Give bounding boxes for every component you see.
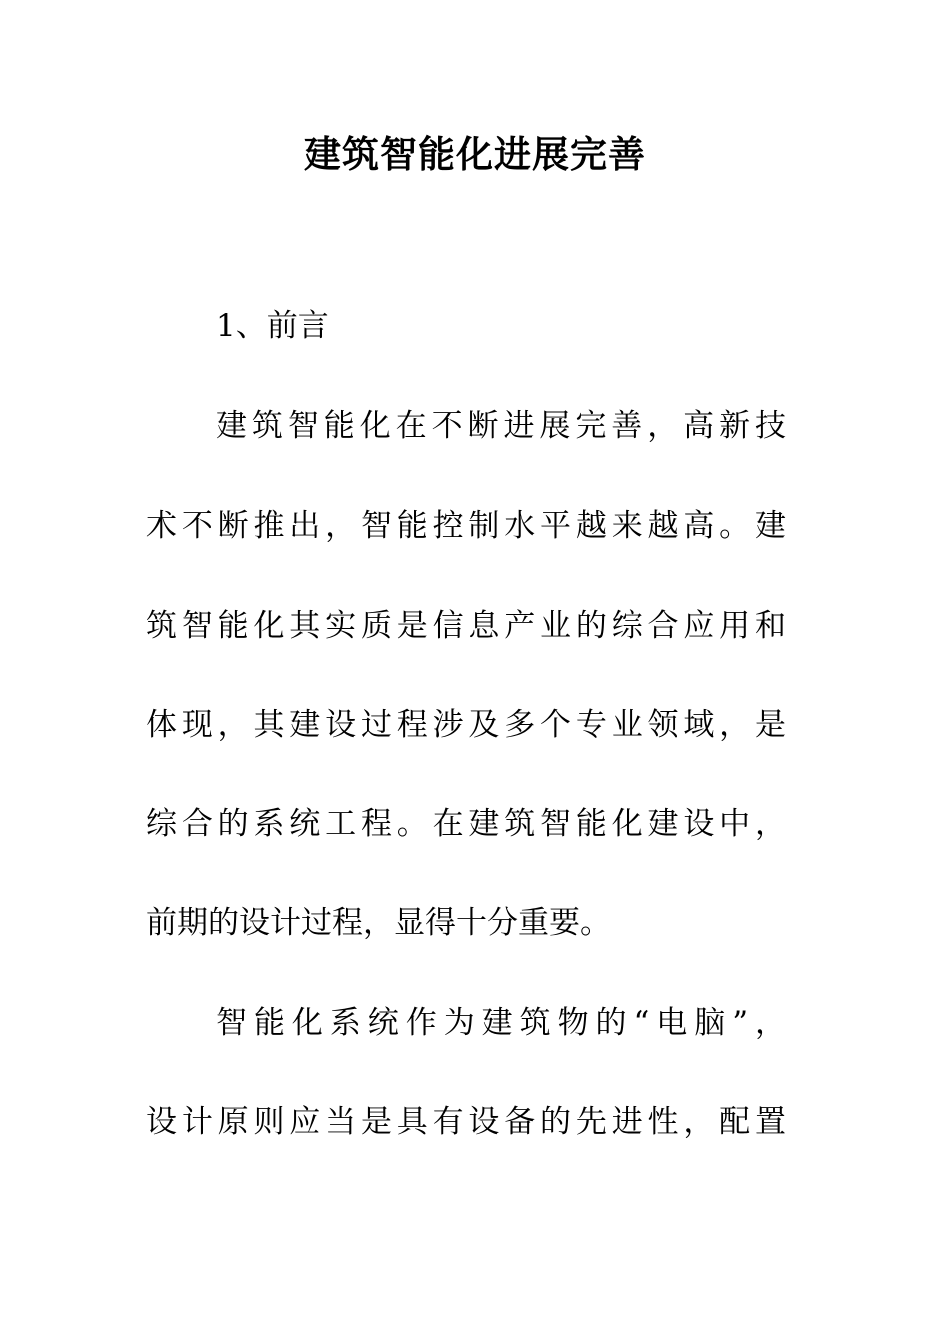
paragraph-1-line-5: 综合的系统工程。在建筑智能化建设中， [146, 806, 786, 842]
paragraph-1-line-6: 前期的设计过程，显得十分重要。 [146, 905, 611, 941]
section-heading: 1、前言 [216, 308, 329, 344]
paragraph-1-line-2: 术不断推出，智能控制水平越来越高。建 [146, 508, 786, 544]
paragraph-1-line-1: 建筑智能化在不断进展完善，高新技 [216, 408, 786, 444]
document-title: 建筑智能化进展完善 [304, 132, 646, 176]
paragraph-2-line-2: 设计原则应当是具有设备的先进性，配置 [146, 1104, 786, 1140]
paragraph-1-line-4: 体现，其建设过程涉及多个专业领域，是 [146, 707, 786, 743]
paragraph-2-line-1: 智能化系统作为建筑物的“电脑”， [216, 1005, 786, 1041]
paragraph-1-line-3: 筑智能化其实质是信息产业的综合应用和 [146, 608, 786, 644]
